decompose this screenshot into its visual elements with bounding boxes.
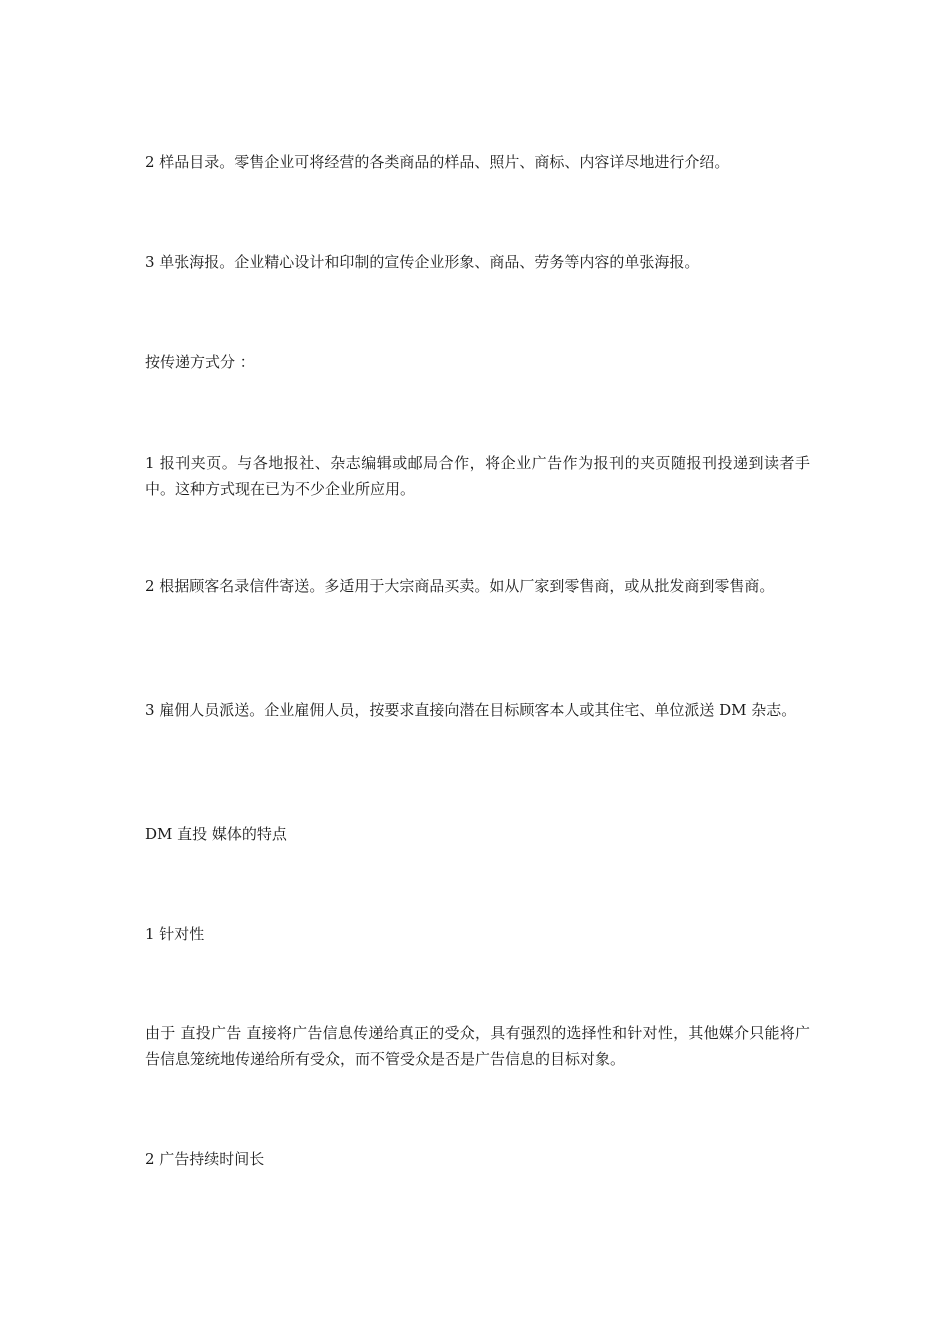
subheading-long-duration: 2 广告持续时间长	[145, 1150, 265, 1168]
paragraph-customer-mailing: 2 根据顾客名录信件寄送。多适用于大宗商品买卖。如从厂家到零售商，或从批发商到零售商。	[145, 577, 775, 595]
paragraph-hired-delivery: 3 雇佣人员派送。企业雇佣人员，按要求直接向潜在目标顾客本人或其住宅、单位派送 DM 杂志。	[145, 701, 797, 719]
paragraph-newspaper-insert: 1 报刊夹页。与各地报社、杂志编辑或邮局合作，将企业广告作为报刊的夹页随报刊投递到读者手中。这种方式现在已为不少企业所应用。	[145, 454, 810, 498]
paragraph-single-poster: 3 单张海报。企业精心设计和印制的宣传企业形象、商品、劳务等内容的单张海报。	[145, 253, 700, 271]
paragraph-delivery-heading: 按传递方式分 ：	[145, 353, 255, 371]
subheading-targeting: 1 针对性	[145, 925, 205, 943]
section-heading-dm-features: DM 直投 媒体的特点	[145, 825, 287, 843]
paragraph-targeting-body: 由于 直投广告 直接将广告信息传递给真正的受众，具有强烈的选择性和针对性，其他媒介只能将广告信息笼统地传递给所有受众，而不管受众是否是广告信息的目标对象。	[145, 1024, 810, 1068]
paragraph-sample-catalog: 2 样品目录。零售企业可将经营的各类商品的样品、照片、商标、内容详尽地进行介绍。	[145, 153, 730, 171]
